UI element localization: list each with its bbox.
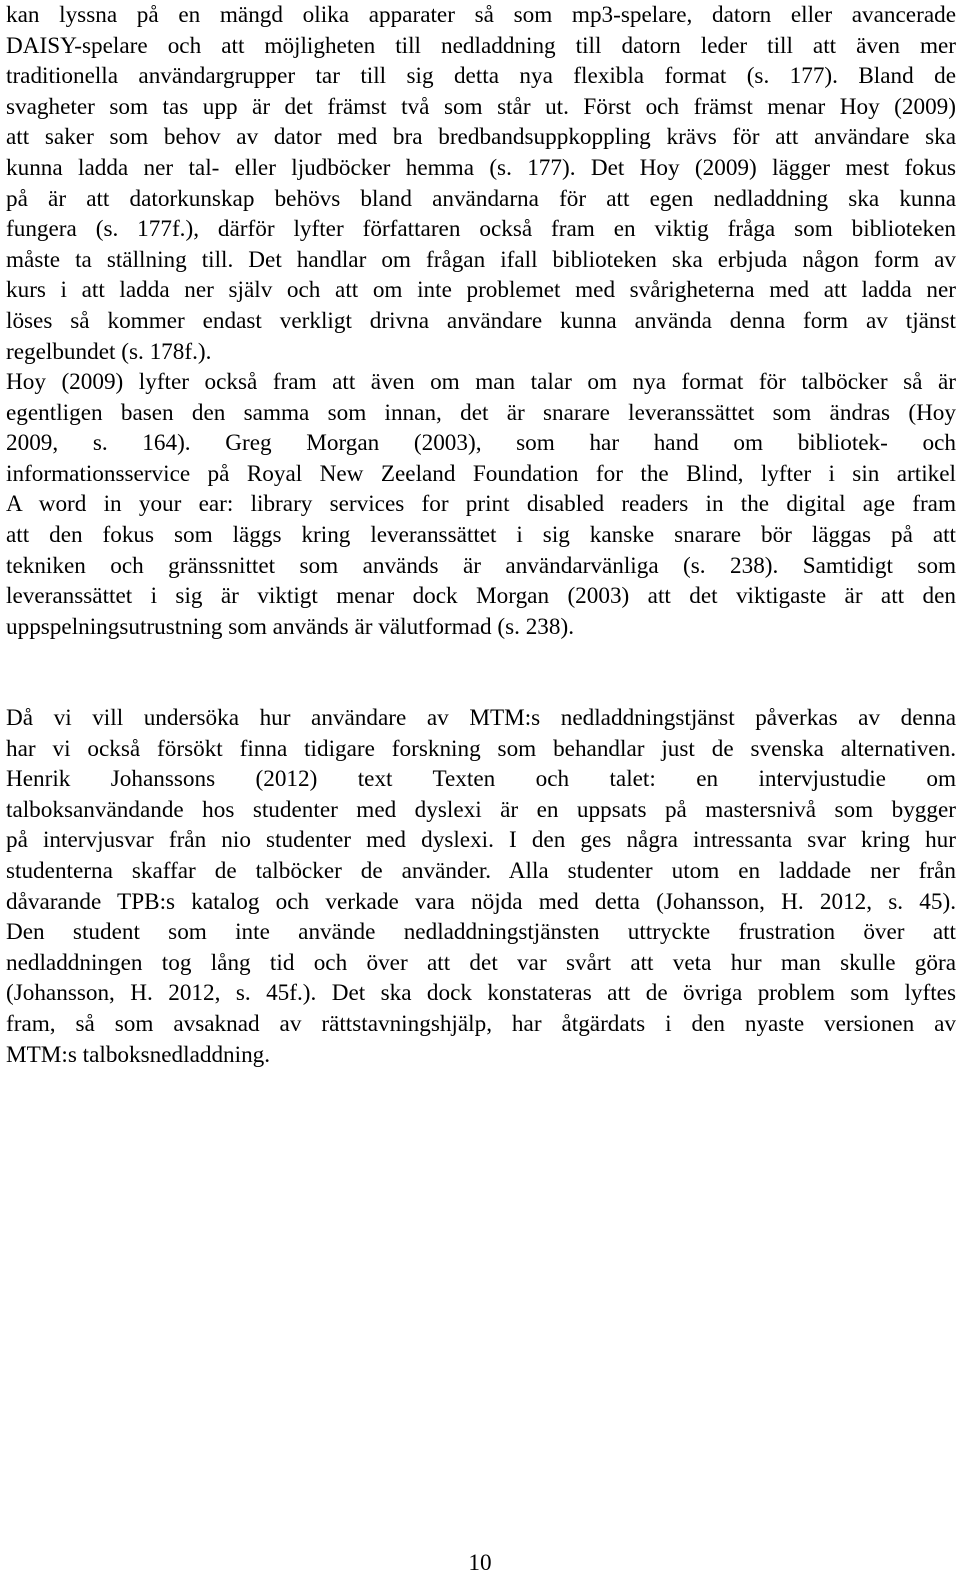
- text-line: måste ta ställning till. Det handlar om frågan ifall biblioteken ska erbjuda någon form av: [6, 246, 956, 273]
- text-line: att den fokus som läggs kring leveranssättet i sig kanske snarare bör läggas på att: [6, 521, 956, 548]
- text-line: nedladdningen tog lång tid och över att det var svårt att veta hur man skulle göra: [6, 949, 956, 976]
- text-line: regelbundet (s. 178f.).: [6, 338, 212, 365]
- paragraph-swedish-research: [6, 703, 956, 1070]
- text-line: löses så kommer endast verkligt drivna användare kunna använda denna form av tjänst: [6, 307, 956, 334]
- text-line: egentligen basen den samma som innan, det är snarare leveranssättet som ändras (Hoy: [6, 399, 956, 426]
- text-line: kurs i att ladda ner själv och att om inte problemet med svårigheterna med att ladda ner: [6, 277, 956, 304]
- text-line: Hoy (2009) lyfter också fram att även om man talar om nya format för talböcker så är: [6, 369, 956, 395]
- text-line: (Johansson, H. 2012, s. 45f.). Det ska dock konstateras att de övriga problem som lyftes: [6, 980, 956, 1007]
- text-line: kunna ladda ner tal- eller ljudböcker hemma (s. 177). Det Hoy (2009) lägger mest fokus: [6, 154, 956, 181]
- text-line: dåvarande TPB:s katalog och verkade vara nöjda med detta (Johansson, H. 2012, s. 45).: [6, 888, 956, 915]
- text-line: att saker som behov av dator med bra bredbandsuppkoppling krävs för att användare ska: [6, 124, 956, 151]
- text-line: svagheter som tas upp är det främst två som står ut. Först och främst menar Hoy (2009): [6, 93, 956, 120]
- text-line: Henrik Johanssons (2012) text Texten och talet: en intervjustudie om: [6, 766, 956, 793]
- text-line: A word in your ear: library services for print disabled readers in the digital age fram: [6, 491, 956, 518]
- text-line: traditionella användargrupper tar till sig detta nya flexibla format (s. 177). Bland de: [6, 63, 956, 90]
- text-line: fungera (s. 177f.), därför lyfter författaren också fram en viktig fråga som biblioteken: [6, 216, 956, 243]
- text-line: Den student som inte använde nedladdningstjänsten uttryckte frustration över att: [6, 919, 956, 946]
- text-line: Då vi vill undersöka hur användare av MTM:s nedladdningstjänst påverkas av denna: [6, 705, 956, 731]
- text-line: på intervjusvar från nio studenter med dyslexi. I den ges några intressanta svar kring hur: [6, 827, 956, 854]
- text-line: 2009, s. 164). Greg Morgan (2003), som har hand om bibliotek- och: [6, 430, 956, 457]
- text-line: studenterna skaffar de talböcker de använder. Alla studenter utom en laddade ner från: [6, 857, 956, 884]
- text-line: talboksanvändande hos studenter med dyslexi är en uppsats på mastersnivå som bygger: [6, 796, 956, 823]
- text-line: informationsservice på Royal New Zeeland Foundation for the Blind, lyfter i sin artikel: [6, 460, 956, 487]
- text-line: kan lyssna på en mängd olika apparater så som mp3-spelare, datorn eller avancerade: [6, 2, 956, 28]
- text-line: MTM:s talboksnedladdning.: [6, 1041, 271, 1068]
- paragraph-delivery-method: [6, 367, 956, 642]
- text-line: på är att datorkunskap behövs bland användarna för att egen nedladdning ska kunna: [6, 185, 956, 212]
- text-line: fram, så som avsaknad av rättstavningshjälp, har åtgärdats i den nyaste versionen av: [6, 1010, 956, 1037]
- text-line: leveranssättet i sig är viktigt menar dock Morgan (2003) att det viktigaste är att den: [6, 583, 956, 610]
- text-line: tekniken och gränssnittet som används är användarvänliga (s. 238). Samtidigt som: [6, 552, 956, 579]
- text-line: uppspelningsutrustning som används är välutformad (s. 238).: [6, 613, 575, 640]
- text-line: DAISY-spelare och att möjligheten till nedladdning till datorn leder till att även mer: [6, 32, 956, 59]
- page-number: 10: [468, 1550, 492, 1576]
- text-line: har vi också försökt finna tidigare forskning som behandlar just de svenska alternativen.: [6, 735, 956, 762]
- paragraph-hoy-strengths-weaknesses: [6, 0, 956, 367]
